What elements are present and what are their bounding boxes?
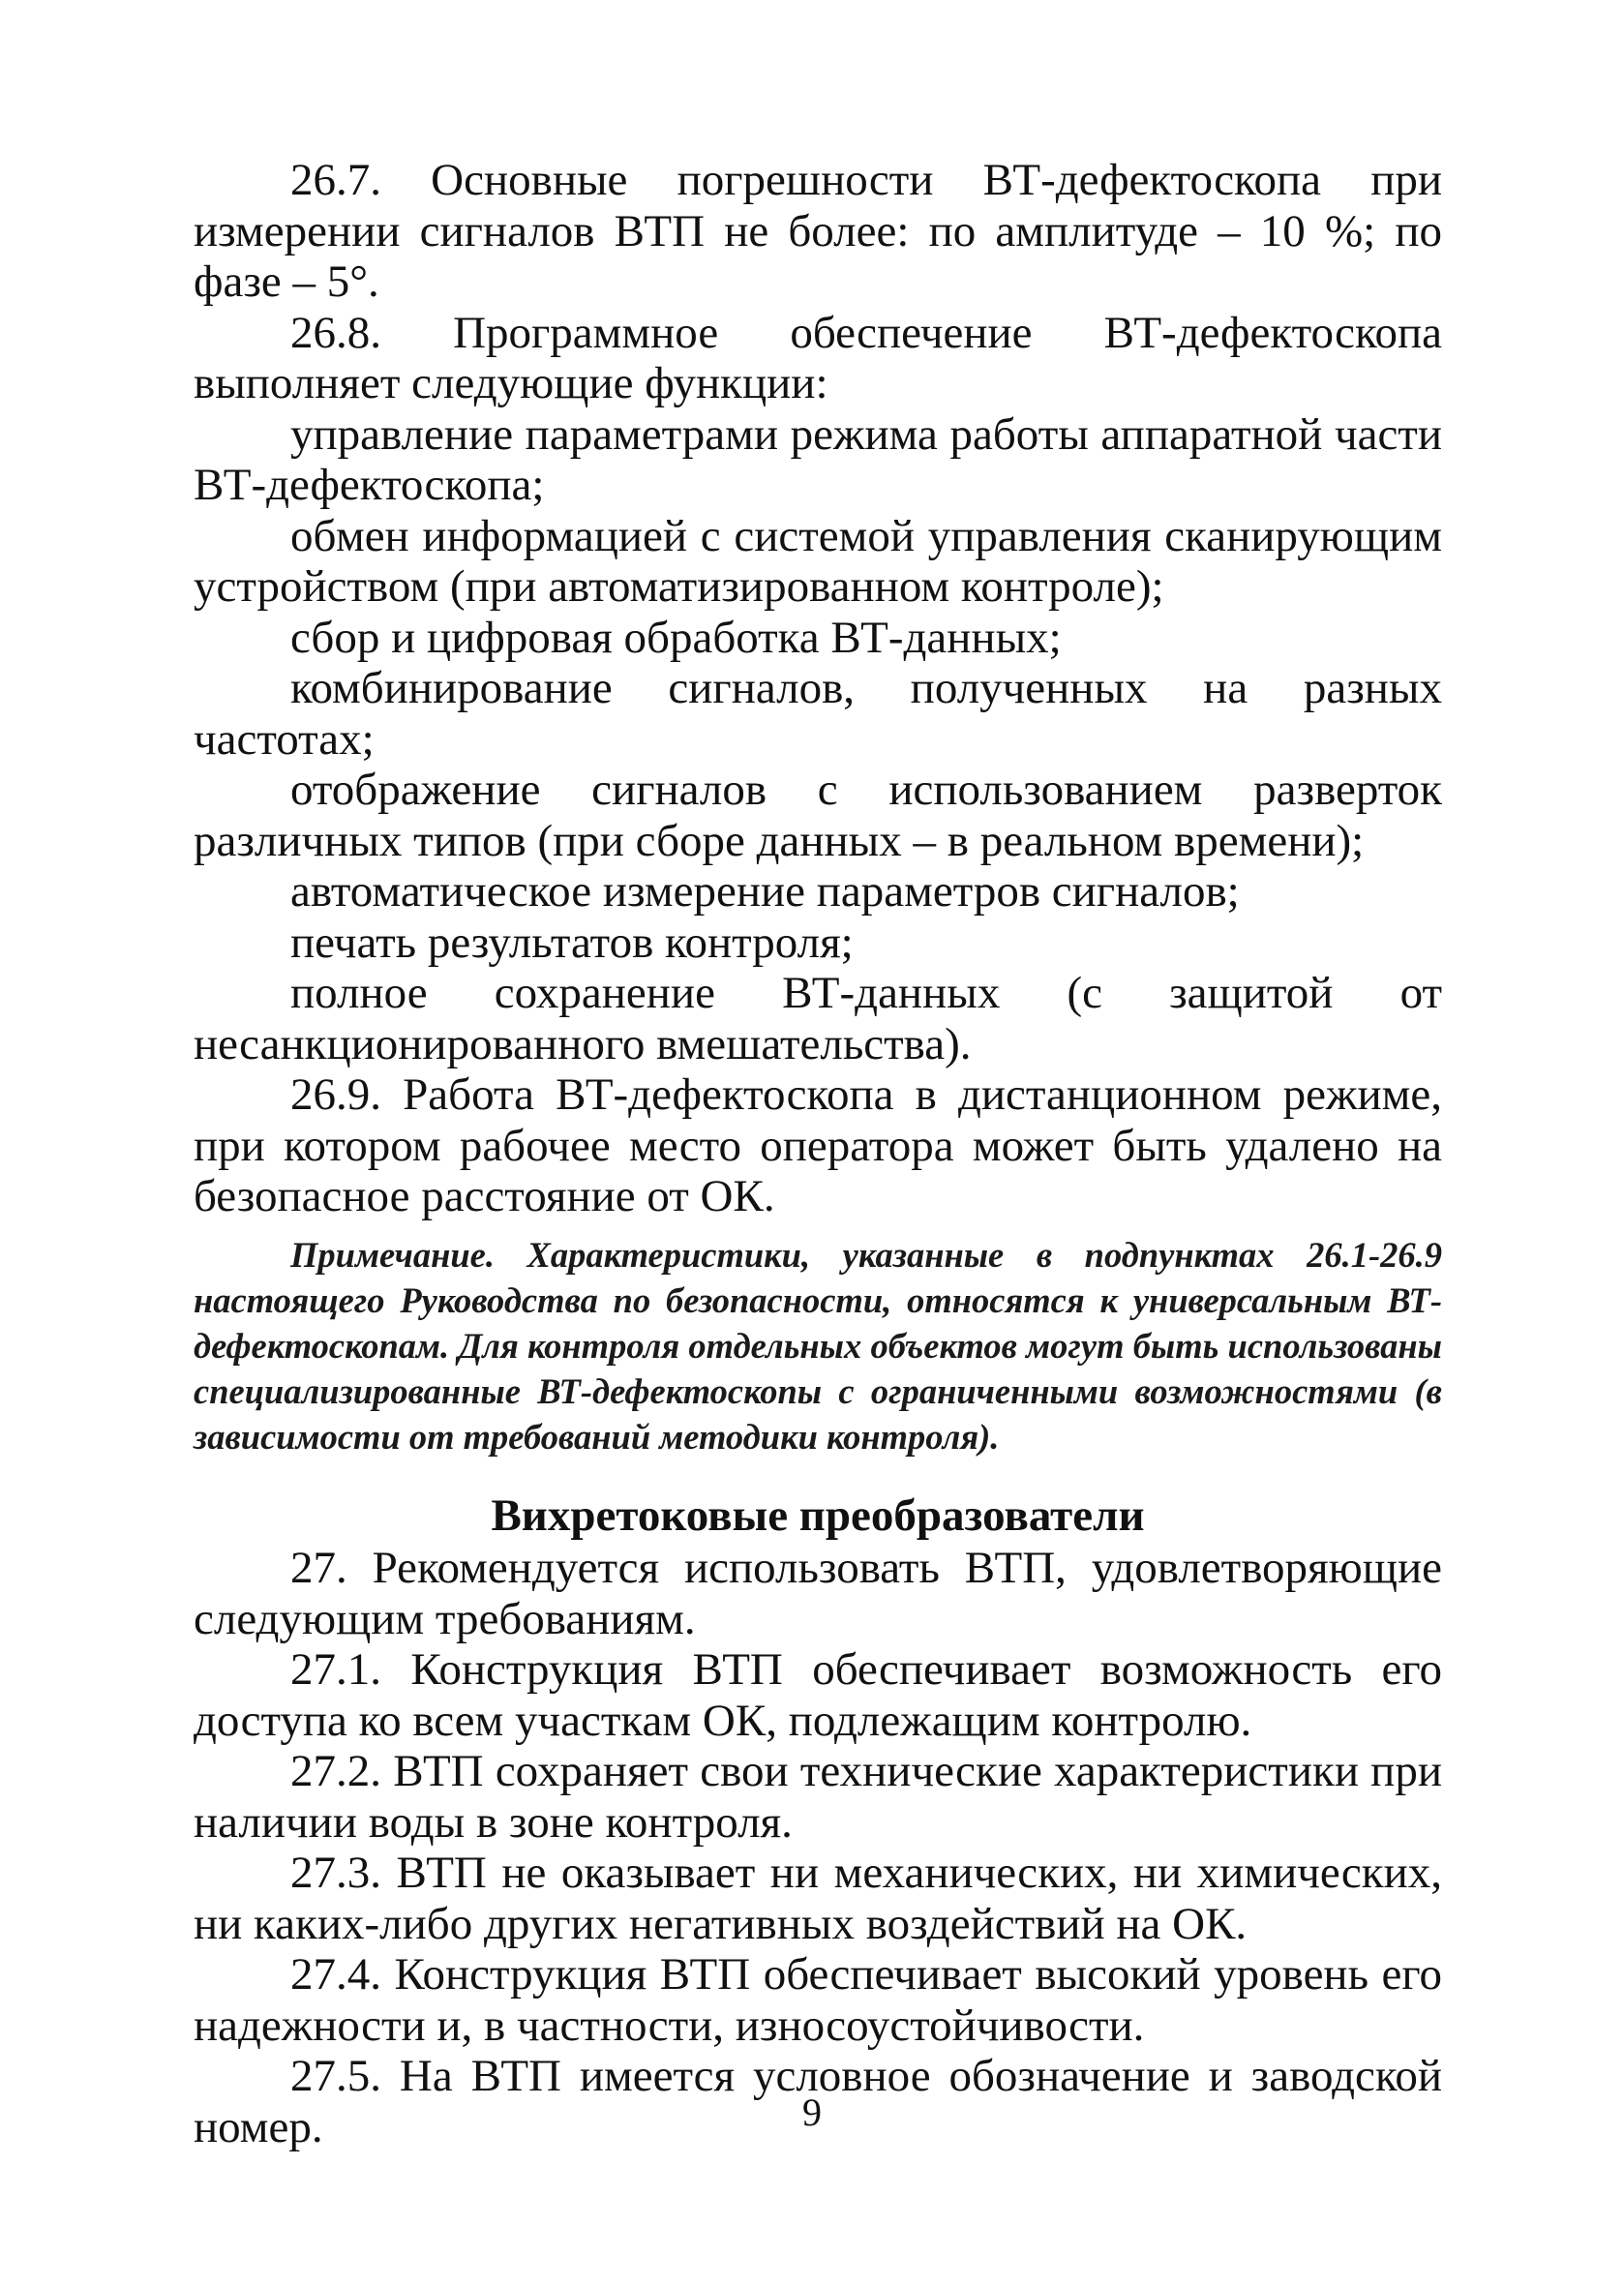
- paragraph-27-1: 27.1. Конструкция ВТП обеспечивает возможность его доступа ко всем участкам ОК, подлежащим контролю.: [194, 1644, 1442, 1746]
- list-item-mode-control: управление параметрами режима работы аппаратной части ВТ-дефектоскопа;: [194, 408, 1442, 510]
- paragraph-26-8: 26.8. Программное обеспечение ВТ-дефектоскопа выполняет следующие функции:: [194, 307, 1442, 408]
- list-item-automatic-measurement: автоматическое измерение параметров сигналов;: [290, 866, 1240, 917]
- list-item-printing: печать результатов контроля;: [290, 917, 854, 968]
- paragraph-27-2: 27.2. ВТП сохраняет свои технические характеристики при наличии воды в зоне контроля.: [194, 1746, 1442, 1848]
- document-page: [194, 155, 1442, 2152]
- list-item-signal-combining: комбинирование сигналов, полученных на разных частотах;: [194, 663, 1442, 765]
- section-heading: Вихретоковые преобразователи: [491, 1489, 1145, 1541]
- paragraph-27-4: 27.4. Конструкция ВТП обеспечивает высокий уровень его надежности и, в частности, износоустойчивости.: [194, 1949, 1442, 2051]
- paragraph-26-9: 26.9. Работа ВТ-дефектоскопа в дистанционном режиме, при котором рабочее место оператора может быть удалено на безопасное расстояние от ОК.: [194, 1069, 1442, 1221]
- paragraph-27-3: 27.3. ВТП не оказывает ни механических, ни химических, ни каких-либо других негативных воздействий на ОК.: [194, 1848, 1442, 1949]
- note-paragraph: Примечание. Характеристики, указанные в подпунктах 26.1-26.9 настоящего Руководства по безопасности, относятся к универсальным ВТ-дефектоскопам. Для контроля отдельных объектов могут быть использованы специализированные ВТ-дефектоскопы с ограниченными возможностями (в зависимости от требований методики контроля).: [194, 1234, 1442, 1457]
- paragraph-27-5: 27.5. На ВТП имеется условное обозначение и заводской номер.: [194, 2051, 1442, 2152]
- paragraph-27: 27. Рекомендуется использовать ВТП, удовлетворяющие следующим требованиям.: [194, 1543, 1442, 1644]
- paragraph-26-7: 26.7. Основные погрешности ВТ-дефектоскопа при измерении сигналов ВТП не более: по амплитуде – 10 %; по фазе – 5°.: [194, 155, 1442, 307]
- page-number: 9: [802, 2090, 822, 2134]
- list-item-signal-display: отображение сигналов с использованием разверток различных типов (при сборе данных – в реальном времени);: [194, 765, 1442, 866]
- list-item-data-saving: полное сохранение ВТ-данных (с защитой от несанкционированного вмешательства).: [194, 968, 1442, 1069]
- list-item-information-exchange: обмен информацией с системой управления сканирующим устройством (при автоматизированном контроле);: [194, 510, 1442, 612]
- list-item-data-collection: сбор и цифровая обработка ВТ-данных;: [290, 612, 1062, 663]
